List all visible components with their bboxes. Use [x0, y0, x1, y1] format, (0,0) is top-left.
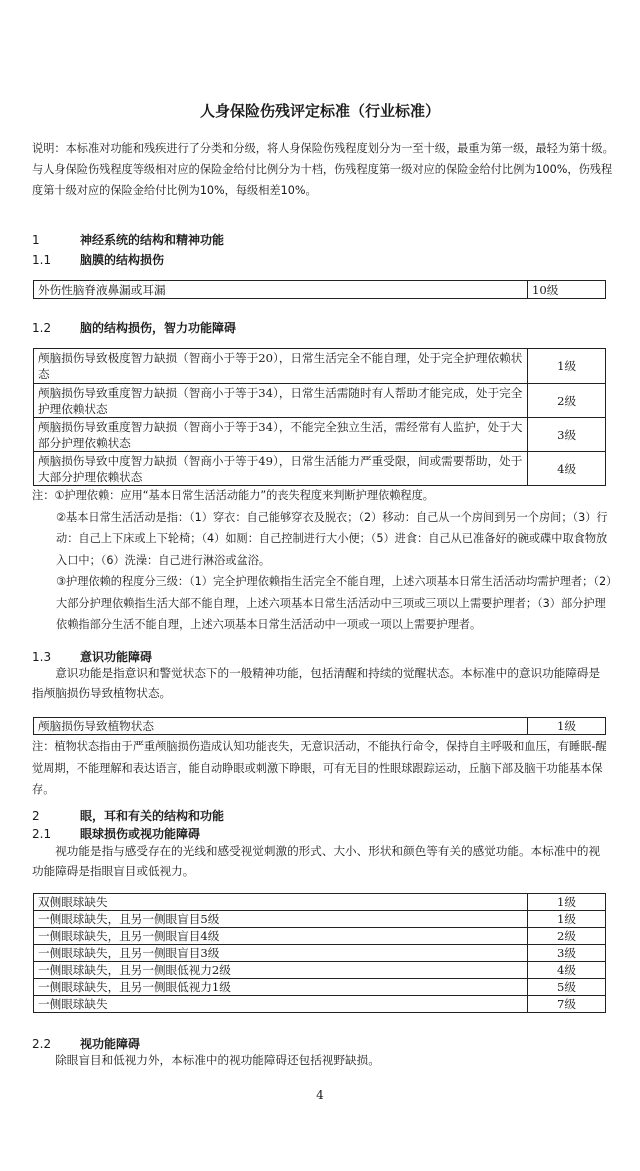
table-cell-desc: 外伤性脑脊液鼻漏或耳漏: [34, 281, 528, 299]
table-cell-desc: 颅脑损伤导致极度智力缺损（智商小于等于20），日常生活完全不能自理，处于完全护理依赖状态: [34, 349, 528, 384]
table-cell-level: 2级: [528, 928, 606, 945]
section-title: 眼，耳和有关的结构和功能: [80, 809, 225, 823]
table-row: [34, 349, 606, 384]
section-heading-1-2: [32, 319, 236, 336]
table-cell-level: 7级: [528, 996, 606, 1013]
table-cell-desc: 一侧眼球缺失，且另一侧眼盲目5级: [34, 911, 528, 928]
table-brain-intellect: [33, 348, 606, 486]
table-cell-level: 2级: [528, 384, 606, 418]
table-cell-desc: 一侧眼球缺失，且另一侧眼盲目3级: [34, 945, 528, 962]
table-cell-desc: 一侧眼球缺失，且另一侧眼盲目4级: [34, 928, 528, 945]
section-heading-2: [32, 807, 224, 824]
table-cell-level: 3级: [528, 945, 606, 962]
note-line: ③护理依赖的程度分三级：（1）完全护理依赖指生活完全不能自理，上述六项基本日常生活活动均需护理者；（2）大部分护理依赖指生活大部不能自理，上述六项基本日常生活活动中三项或三项以上需要护理者；（3）部分护理依赖指部分生活不能自理，上述六项基本日常生活活动中一项或一项以上需要护理者。: [56, 575, 612, 631]
intro-paragraph: 说明：本标准对功能和残疾进行了分类和分级，将人身保险伤残程度划分为一至十级，最重为第一级，最轻为第十级。与人身保险伤残程度等级相对应的保险金给付比例分为十档，伤残程度第一级对应的保险金给付比例为100%，伤残程度第十级对应的保险金给付比例为10%，每级相差10%。: [32, 142, 614, 197]
section-title: 意识功能障碍: [80, 650, 153, 664]
body-paragraph: 除眼盲目和低视力外，本标准中的视功能障碍还包括视野缺损。: [55, 1053, 380, 1067]
table-cell-desc: 颅脑损伤导致植物状态: [34, 718, 528, 735]
section-number: 1.1: [32, 253, 52, 267]
page-title: 人身保险伤残评定标准（行业标准）: [199, 102, 440, 120]
note-vegetative-state: 注：植物状态指由于严重颅脑损伤造成认知功能丧失，无意识活动，不能执行命令，保持自主呼吸和血压，有睡眠-醒觉周期，不能理解和表达语言，能自动睁眼或刺激下睁眼，可有无目的性眼球跟踪运动，丘脑下部及脑干功能基本保存。: [32, 740, 607, 796]
section-number: 2: [32, 809, 40, 823]
table-cell-level: 1级: [528, 894, 606, 911]
note-line: 注：①护理依赖：应用“基本日常生活活动能力”的丧失程度来判断护理依赖程度。: [32, 489, 434, 502]
page-number: 4: [316, 1088, 324, 1102]
section-title: 视功能障碍: [80, 1037, 141, 1051]
section-number: 2.1: [32, 827, 52, 841]
table-row: [34, 962, 606, 979]
table-row: [34, 894, 606, 911]
table-cell-level: 3级: [528, 418, 606, 452]
table-cell-level: 1级: [528, 718, 606, 735]
table-cell-desc: 颅脑损伤导致重度智力缺损（智商小于等于34），日常生活需随时有人帮助才能完成，处于完全护理依赖状态: [34, 384, 528, 418]
table-row: [34, 928, 606, 945]
table-cell-level: 1级: [528, 911, 606, 928]
section-heading-2-1: [32, 825, 200, 842]
table-row: [34, 979, 606, 996]
table-row: [34, 945, 606, 962]
table-cell-desc: 一侧眼球缺失: [34, 996, 528, 1013]
table-cell-level: 1级: [528, 349, 606, 384]
body-paragraph: 视功能是指与感受存在的光线和感受视觉刺激的形式、大小、形状和颜色等有关的感觉功能。本标准中的视功能障碍是指眼盲目或低视力。: [32, 844, 601, 878]
body-paragraph: 意识功能是指意识和警觉状态下的一般精神功能，包括清醒和持续的觉醒状态。本标准中的意识功能障碍是指颅脑损伤导致植物状态。: [32, 666, 601, 700]
section-title: 眼球损伤或视功能障碍: [80, 827, 201, 841]
section-title: 神经系统的结构和精神功能: [80, 233, 225, 247]
note-line: ②基本日常生活活动是指：（1）穿衣：自己能够穿衣及脱衣；（2）移动：自己从一个房间到另一个房间；（3）行动：自己上下床或上下轮椅；（4）如厕：自己控制进行大小便；（5）进食：自己从已准备好的碗或碟中取食物放入口中；（6）洗澡：自己进行淋浴或盆浴。: [56, 510, 608, 567]
table-row: [34, 718, 606, 735]
table-cell-desc: 一侧眼球缺失，且另一侧眼低视力1级: [34, 979, 528, 996]
section-title: 脑膜的结构损伤: [80, 253, 165, 267]
table-cell-desc: 双侧眼球缺失: [34, 894, 528, 911]
table-row: [34, 996, 606, 1013]
table-cell-level: 4级: [528, 962, 606, 979]
section-heading-1-1: [32, 251, 164, 268]
table-row: [34, 418, 606, 452]
table-cell-level: 10级: [528, 281, 606, 299]
table-cell-desc: 一侧眼球缺失，且另一侧眼低视力2级: [34, 962, 528, 979]
section-number: 2.2: [32, 1037, 52, 1051]
section-heading-1: [32, 231, 224, 248]
table-consciousness: [33, 717, 606, 735]
table-row: [34, 384, 606, 418]
table-cell-level: 4级: [528, 452, 606, 486]
table-meninges: [33, 280, 606, 299]
note-care-dependency: [32, 485, 612, 636]
table-row: [34, 911, 606, 928]
section-title: 脑的结构损伤，智力功能障碍: [80, 321, 237, 335]
table-cell-desc: 颅脑损伤导致重度智力缺损（智商小于等于34），不能完全独立生活，需经常有人监护，处于大部分护理依赖状态: [34, 418, 528, 452]
table-cell-level: 5级: [528, 979, 606, 996]
section-number: 1: [32, 233, 40, 247]
section-number: 1.2: [32, 321, 52, 335]
table-row: [34, 281, 606, 299]
table-cell-desc: 颅脑损伤导致中度智力缺损（智商小于等于49），日常生活能力严重受限，间或需要帮助，处于大部分护理依赖状态: [34, 452, 528, 486]
table-row: [34, 452, 606, 486]
table-eye-loss: [33, 893, 606, 1013]
section-number: 1.3: [32, 650, 52, 664]
